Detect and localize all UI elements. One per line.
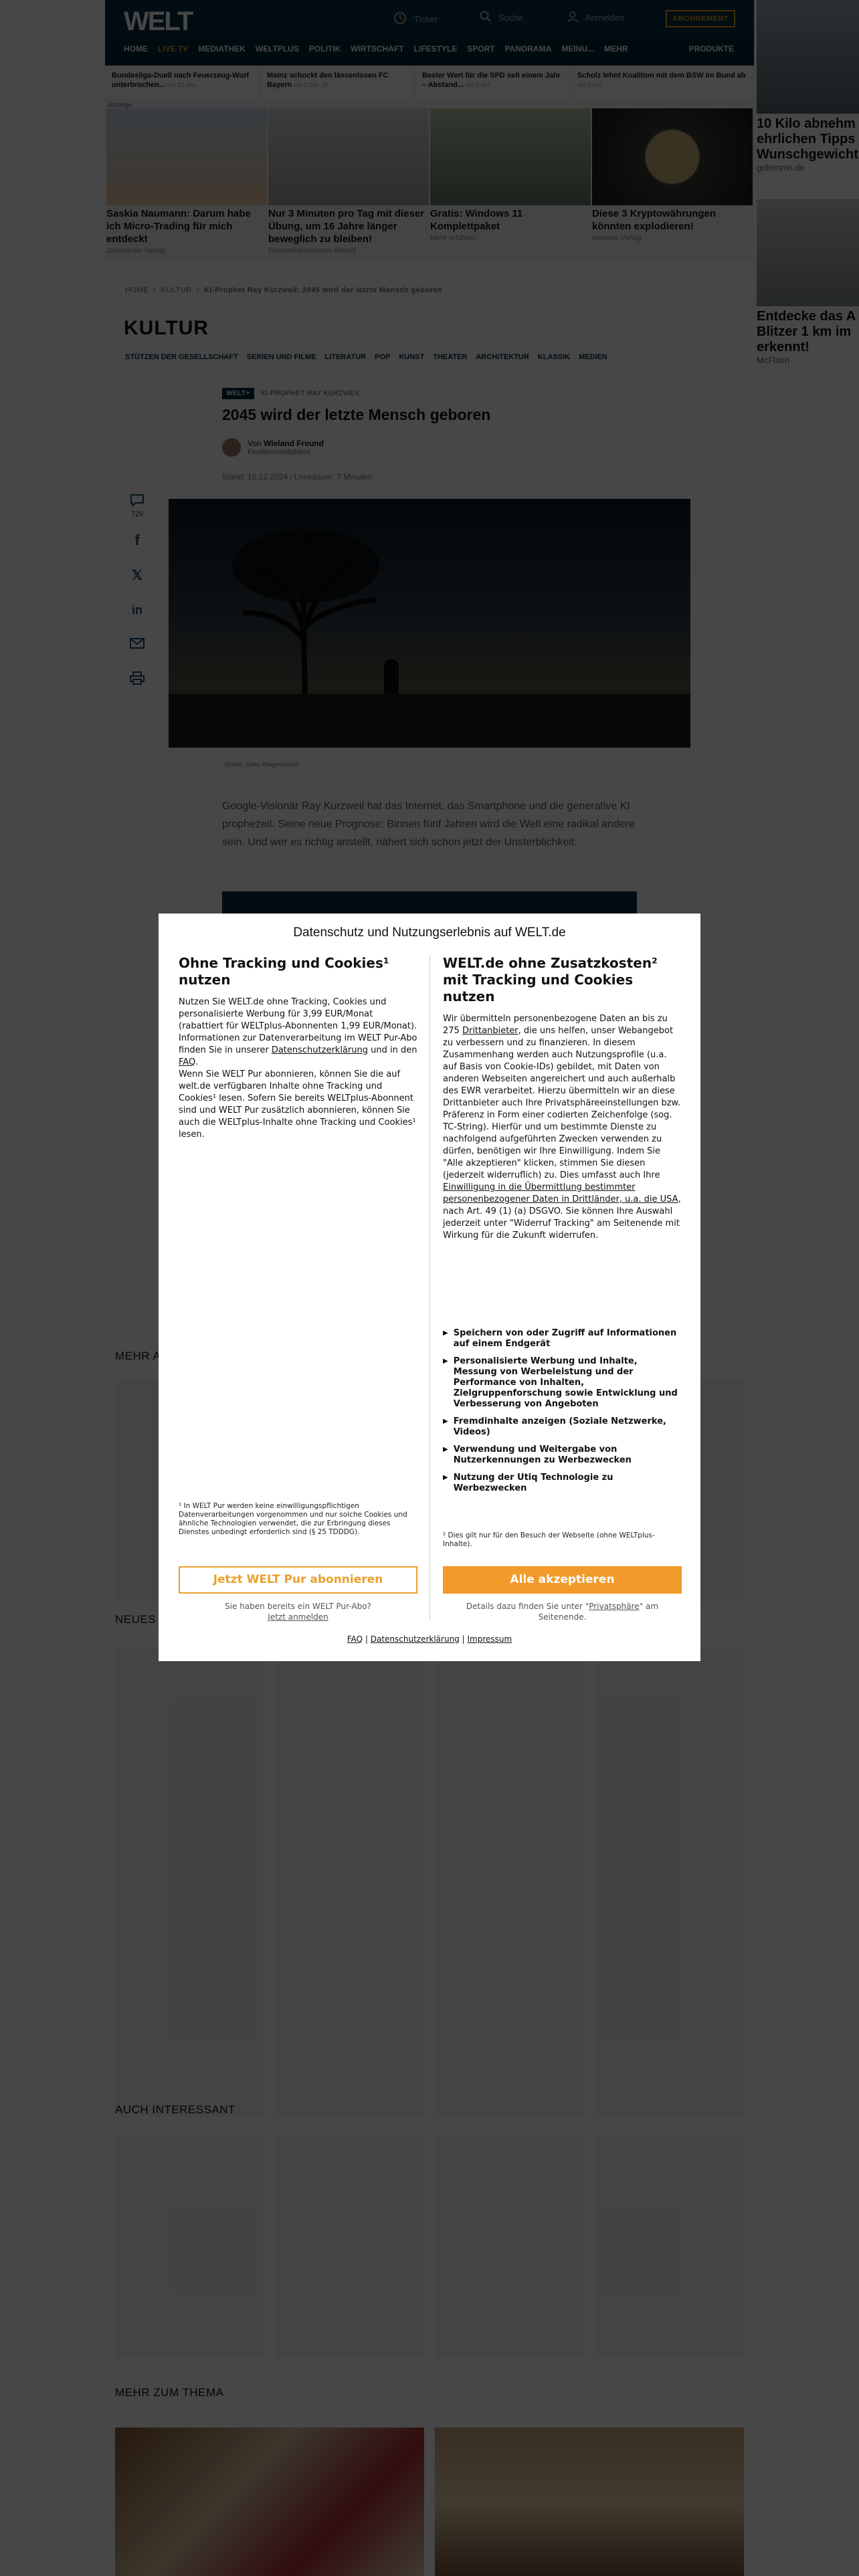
purpose-label: Nutzung der Utiq Technologie zu Werbezwecken <box>453 1473 613 1493</box>
tracking-text-3: , nach Art. 49 (1) (a) DSGVO. Sie können Ihre Auswahl jederzeit unter "Widerruf Tracking" am Seitenende mit Wirkung für die Zukunft widerrufen. <box>443 1194 681 1241</box>
welt-pur-text-2: Wenn Sie WELT Pur abonnieren, können Sie die auf welt.de verfügbaren Inhalte ohne Tracking und Cookies¹ lesen. Sofern Sie bereits WELTplus-Abonnent sind und WELT Pur zusätzlich abonnieren, können Sie auch die WELTplus-Inhalte ohne Tracking und Cookies¹ lesen. <box>179 1069 416 1140</box>
purpose-item[interactable] <box>443 1416 682 1438</box>
footer-faq-link[interactable]: FAQ <box>347 1634 363 1644</box>
purpose-item[interactable] <box>443 1444 682 1466</box>
expand-arrow-icon: ▶ <box>443 1418 448 1425</box>
expand-arrow-icon: ▶ <box>443 1329 448 1337</box>
purpose-label: Speichern von oder Zugriff auf Informationen auf einem Endgerät <box>453 1328 677 1349</box>
accept-all-button[interactable]: Alle akzeptieren <box>443 1566 682 1594</box>
privacy-settings-link[interactable]: Privatsphäre <box>589 1602 640 1611</box>
tracking-title: WELT.de ohne Zusatzkosten² mit Tracking und Cookies nutzen <box>443 955 658 1004</box>
purpose-list <box>443 1328 682 1501</box>
tracking-footnote: ² Dies gilt nur für den Besuch der Webseite (ohne WELTplus-Inhalte). <box>443 1531 655 1548</box>
tracking-body <box>443 1013 682 1242</box>
expand-arrow-icon: ▶ <box>443 1358 448 1365</box>
purpose-label: Fremdinhalte anzeigen (Soziale Netzwerke, Videos) <box>453 1416 666 1437</box>
expand-arrow-icon: ▶ <box>443 1446 448 1453</box>
purpose-item[interactable] <box>443 1473 682 1494</box>
expand-arrow-icon: ▶ <box>443 1474 448 1481</box>
tracking-text-1: Wir übermitteln personenbezogene Daten an bis zu 275 <box>443 1014 668 1036</box>
tracking-text-2: , die uns helfen, unser Webangebot zu verbessern und zu finanzieren. In diesem Zusammenhang werden auch Nutzungsprofile (u.a. auf Basis von Cookie-IDs) gebildet, mit Daten von anderen Webseiten angereichert und auch außerhalb des EWR verarbeitet. Hierzu übermitteln wir an diese Drittanbieter auch Ihre Privatsphäreeinstellungen bzw. Präferenz in Form einer codierten Zeichenfolge (sog. TC-String). Hierfür und um bestimmte Dienste zu nachfolgend aufgeführten Zwecken verwenden zu dürfen, benötigen wir Ihre Einwilligung. Indem Sie "Alle akzeptieren" klicken, stimmen Sie diesen (jederzeit widerruflich) zu. Dies umfasst auch Ihre <box>443 1026 681 1180</box>
purpose-label: Personalisierte Werbung und Inhalte, Messung von Werbeleistung und der Performance von Inhalten, Zielgruppenforschung sowie Entwicklung und Verbesserung von Angeboten <box>453 1356 678 1409</box>
privacy-policy-link[interactable]: Datenschutzerklärung <box>271 1045 368 1055</box>
consent-heading: Datenschutz und Nutzungserlebnis auf WELT.de <box>293 926 566 940</box>
faq-link[interactable]: FAQ <box>179 1057 196 1067</box>
footer-privacy-link[interactable]: Datenschutzerklärung <box>370 1634 460 1644</box>
footer-imprint-link[interactable]: Impressum <box>467 1634 512 1644</box>
already-subscribed <box>179 1601 417 1622</box>
welt-pur-subscribe-button[interactable]: Jetzt WELT Pur abonnieren <box>179 1566 417 1594</box>
details-note <box>443 1601 682 1622</box>
already-text: Sie haben bereits ein WELT Pur-Abo? <box>225 1602 371 1611</box>
welt-pur-footnote: ¹ In WELT Pur werden keine einwilligungspflichtigen Datenverarbeitungen vorgenommen und nur solche Cookies und ähnliche Technologien verwendet, die zur Erbringung dieses Dienstes unbedingt erforderlich sind (§ 25 TDDDG). <box>179 1502 407 1536</box>
details-text-1: Details dazu finden Sie unter " <box>466 1602 589 1611</box>
tracking-column <box>443 955 682 1242</box>
details-text-2: " am Seitenende. <box>538 1602 659 1622</box>
welt-pur-body: Nutzen Sie WELT.de ohne Tracking, Cookies und personalisierte Werbung für 3,99 EUR/Monat (rabattiert für WELTplus-Abonnenten 1,99 EUR/Monat). Informationen zur Datenverarbeitung im WELT Pur-Abo finden Sie in unserer Datenschutzerklärung und in den FAQ. Wenn Sie WELT Pur abonnieren, können Sie die auf welt.de verfügbaren Inhalte ohne Tracking und Cookies¹ lesen. Sofern Sie bereits WELTplus-Abonnent sind und WELT Pur zusätzlich abonnieren, können Sie auch die WELTplus-Inhalte ohne Tracking und Cookies¹ lesen. <box>179 997 417 1140</box>
third-country-consent-link[interactable]: Einwilligung in die Übermittlung bestimmter personenbezogener Daten in Drittländer, u.a. die USA <box>443 1182 678 1204</box>
consent-footer-links: FAQ | Datenschutzerklärung | Impressum <box>347 1634 512 1644</box>
welt-pur-text-mid: und in den <box>371 1045 417 1055</box>
login-link[interactable]: Jetzt anmelden <box>268 1612 328 1622</box>
welt-pur-title: Ohne Tracking und Cookies¹ nutzen <box>179 955 389 988</box>
welt-pur-column <box>179 955 417 1141</box>
purpose-item[interactable] <box>443 1328 682 1350</box>
welt-pur-text: Nutzen Sie WELT.de ohne Tracking, Cookies und personalisierte Werbung für 3,99 EUR/Monat (rabattiert für WELTplus-Abonnenten 1,99 EUR/Monat). Informationen zur Datenverarbeitung im WELT Pur-Abo finden Sie in unserer <box>179 997 417 1055</box>
third-party-link[interactable]: Drittanbieter <box>462 1026 518 1036</box>
purpose-label: Verwendung und Weitergabe von Nutzerkennungen zu Werbezwecken <box>453 1444 632 1465</box>
purpose-item[interactable] <box>443 1356 682 1410</box>
consent-dialog <box>159 914 700 1661</box>
